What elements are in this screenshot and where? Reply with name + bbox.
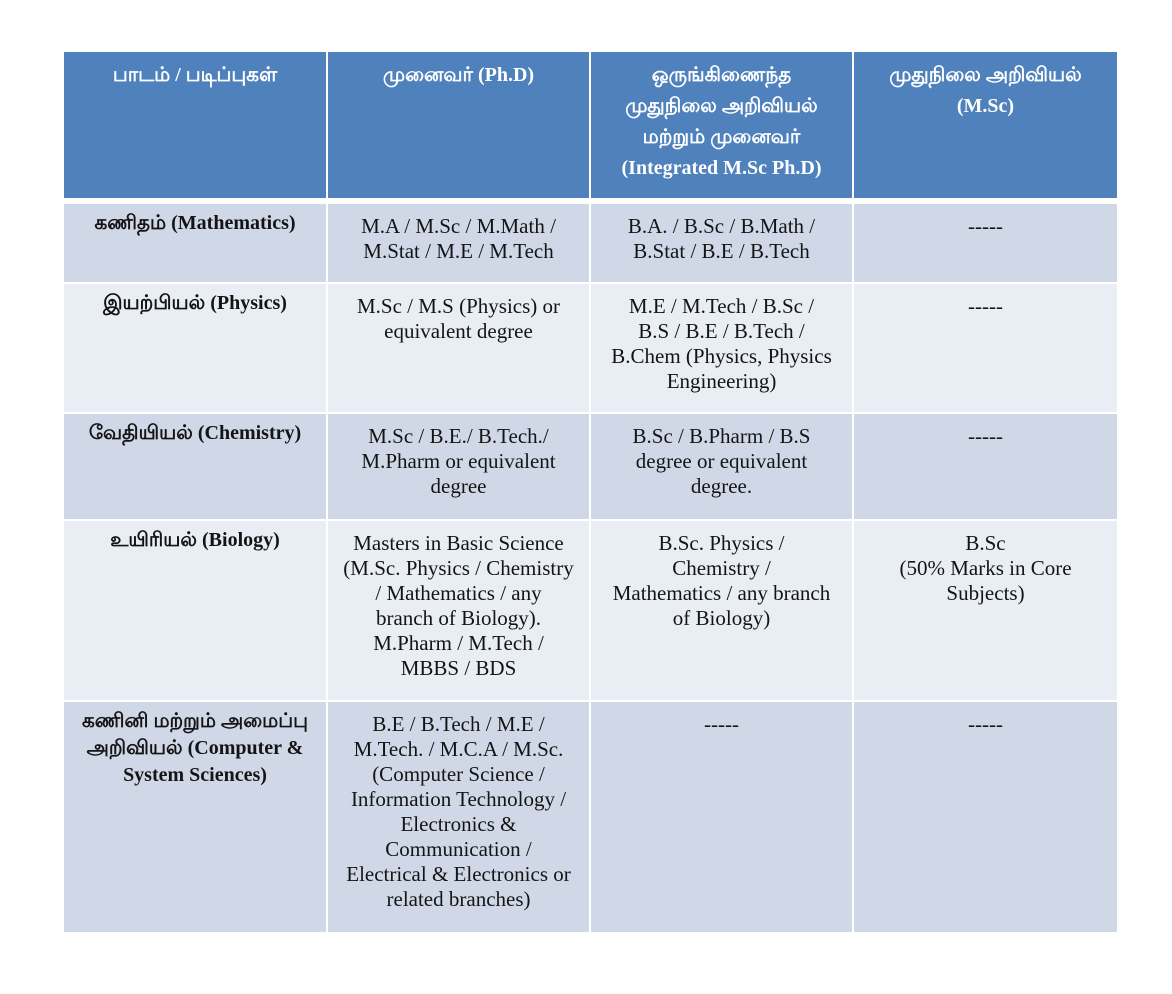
cell-phd-computer-system-sciences xyxy=(328,702,591,934)
cell-line: branch of Biology). xyxy=(375,606,542,630)
header-line: (Integrated M.Sc Ph.D) xyxy=(621,157,822,179)
cell-integrated-biology xyxy=(591,521,854,702)
cell-line: Masters in Basic Science xyxy=(353,531,564,555)
cell-phd-mathematics xyxy=(328,204,591,284)
header-msc xyxy=(854,52,1117,204)
header-phd xyxy=(328,52,591,204)
cell-integrated-physics xyxy=(591,284,854,414)
cell-line: equivalent degree xyxy=(384,319,533,343)
cell-line: M.Pharm / M.Tech / xyxy=(373,631,544,655)
cell-line: M.Sc / B.E./ B.Tech./ xyxy=(368,424,549,448)
cell-line: கணினி மற்றும் அமைப்பு xyxy=(82,710,308,732)
cell-line: B.Sc. Physics / xyxy=(658,531,785,555)
header-line: முதுநிலை அறிவியல் xyxy=(625,95,818,117)
cell-line: ----- xyxy=(704,712,739,736)
cell-msc-chemistry xyxy=(854,414,1117,521)
cell-line: related branches) xyxy=(386,887,531,911)
cell-integrated-computer-system-sciences xyxy=(591,702,854,934)
cell-line: Engineering) xyxy=(666,369,777,393)
cell-line: ----- xyxy=(968,294,1003,318)
cell-line: B.Stat / B.E / B.Tech xyxy=(633,239,810,263)
cell-phd-biology xyxy=(328,521,591,702)
cell-line: ----- xyxy=(968,712,1003,736)
cell-line: Mathematics / any branch xyxy=(612,581,831,605)
cell-line: Communication / xyxy=(385,837,532,861)
cell-integrated-chemistry xyxy=(591,414,854,521)
cell-line: B.Sc xyxy=(965,531,1006,555)
cell-line: B.Sc / B.Pharm / B.S xyxy=(632,424,811,448)
cell-msc-computer-system-sciences xyxy=(854,702,1117,934)
header-line: ஒருங்கிணைந்த xyxy=(651,64,792,86)
cell-line: Electronics & xyxy=(400,812,517,836)
cell-line: of Biology) xyxy=(672,606,771,630)
cell-line: Chemistry / xyxy=(672,556,771,580)
cell-msc-biology xyxy=(854,521,1117,702)
cell-line: வேதியியல் (Chemistry) xyxy=(88,422,302,444)
cell-line: Information Technology / xyxy=(350,787,567,811)
cell-line: B.E / B.Tech / M.E / xyxy=(372,712,545,736)
row-subject-mathematics xyxy=(64,204,328,284)
row-subject-computer-system-sciences xyxy=(64,702,328,934)
cell-line: / Mathematics / any xyxy=(375,581,542,605)
cell-line: (50% Marks in Core xyxy=(899,556,1072,580)
cell-integrated-mathematics xyxy=(591,204,854,284)
cell-line: degree. xyxy=(690,474,753,498)
cell-line: degree xyxy=(430,474,487,498)
header-line: முனைவர் (Ph.D) xyxy=(382,64,535,86)
header-integrated xyxy=(591,52,854,204)
cell-line: கணிதம் (Mathematics) xyxy=(94,212,296,234)
cell-phd-chemistry xyxy=(328,414,591,521)
cell-line: B.A. / B.Sc / B.Math / xyxy=(627,214,816,238)
row-subject-physics xyxy=(64,284,328,414)
cell-line: இயற்பியல் (Physics) xyxy=(103,292,287,314)
cell-line: System Sciences) xyxy=(123,764,267,786)
cell-line: degree or equivalent xyxy=(635,449,808,473)
cell-line: (Computer Science / xyxy=(372,762,545,786)
eligibility-table xyxy=(64,52,1121,942)
cell-line: Electrical & Electronics or xyxy=(346,862,571,886)
cell-line: B.S / B.E / B.Tech / xyxy=(638,319,805,343)
cell-line: M.Tech. / M.C.A / M.Sc. xyxy=(353,737,564,761)
cell-line: M.Pharm or equivalent xyxy=(361,449,556,473)
cell-line: M.Stat / M.E / M.Tech xyxy=(363,239,554,263)
cell-line: ----- xyxy=(968,424,1003,448)
row-subject-chemistry xyxy=(64,414,328,521)
header-subject xyxy=(64,52,328,204)
header-line: (M.Sc) xyxy=(956,95,1015,117)
header-line: பாடம் / படிப்புகள் xyxy=(112,64,278,86)
cell-line: M.Sc / M.S (Physics) or xyxy=(356,294,561,318)
cell-line: உயிரியல் (Biology) xyxy=(110,529,280,551)
cell-line: M.E / M.Tech / B.Sc / xyxy=(628,294,815,318)
cell-line: ----- xyxy=(968,214,1003,238)
cell-line: (M.Sc. Physics / Chemistry xyxy=(343,556,574,580)
cell-phd-physics xyxy=(328,284,591,414)
cell-line: அறிவியல் (Computer & xyxy=(86,737,304,759)
cell-line: B.Chem (Physics, Physics xyxy=(611,344,832,368)
cell-line: MBBS / BDS xyxy=(400,656,517,680)
header-line: மற்றும் முனைவர் xyxy=(642,126,801,148)
cell-line: Subjects) xyxy=(946,581,1025,605)
header-line: முதுநிலை அறிவியல் xyxy=(889,64,1082,86)
cell-msc-physics xyxy=(854,284,1117,414)
cell-line: M.A / M.Sc / M.Math / xyxy=(361,214,556,238)
row-subject-biology xyxy=(64,521,328,702)
cell-msc-mathematics xyxy=(854,204,1117,284)
